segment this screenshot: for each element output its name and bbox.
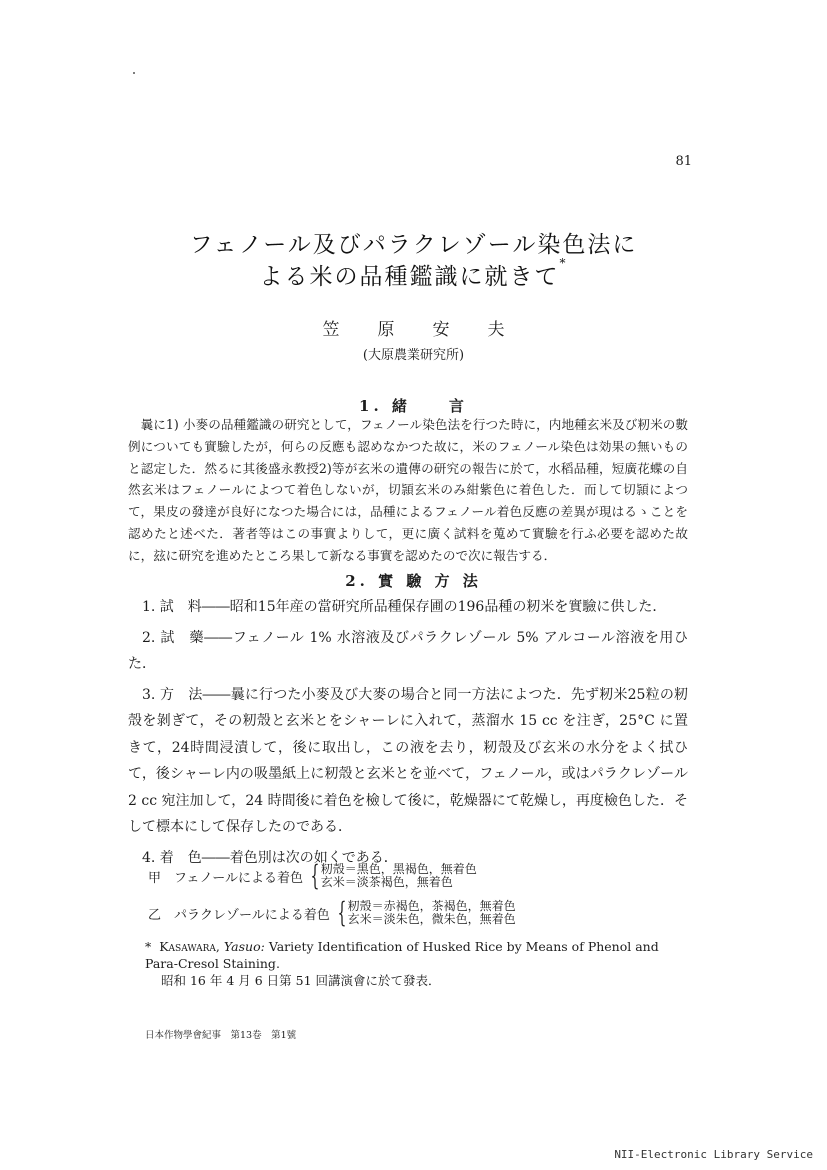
footnote-english bbox=[145, 938, 690, 972]
intro-paragraph: 曩に1) 小麥の品種鑑識の研究として，フェノール染色法を行つた時に，内地種玄米及び籾米の數例についても實驗したが，何らの反應も認めなかつた故に，米のフェノール染色は効果の無いものと認定した．然るに其後盛永教授2)等が玄米の遺傳の研究の報告に於て，水稻品種，短廣花蝶の自然玄米はフェノールによつて着色しないが，切頴玄米のみ紺紫色に着色した．而して切頴によつて，果皮の發達が良好になつた場合には，品種によるフェノール着色反應の差異が現はるゝことを認めたと述べた．著者等はこの事實よりして，更に廣く試料を蒐めて實驗を行ふ必要を認めた故に，玆に研究を進めたところ果して新なる事實を認めたので次に報告する． bbox=[128, 417, 688, 563]
stain-phenol-husk: 籾殼＝黑色，黑褐色，無着色 bbox=[320, 862, 477, 876]
footnote bbox=[145, 938, 690, 989]
stain-phenol-label: 甲 フェノールによる着色 bbox=[148, 870, 303, 886]
footnote-author-given: Yasuo: bbox=[223, 939, 265, 954]
library-credit: NII-Electronic Library Service bbox=[614, 1148, 813, 1161]
footnote-mark: * bbox=[145, 939, 152, 954]
title-line-1: フェノール及びパラクレゾール染色法に bbox=[189, 232, 638, 258]
stain-phenol bbox=[148, 859, 477, 892]
title-line-2 bbox=[0, 258, 827, 291]
section-1-body bbox=[128, 414, 688, 567]
footnote-author-name: Kasawara, bbox=[159, 939, 220, 954]
brace-icon: { bbox=[337, 896, 347, 929]
section-1-heading: 1. 緒 言 bbox=[359, 397, 468, 415]
method-item-staining: 4. 着 色――着色別は次の如くである． bbox=[142, 849, 398, 866]
scan-speck bbox=[133, 72, 135, 74]
section-2-heading: 2. 實 驗 方 法 bbox=[345, 572, 482, 590]
author: 笠原安夫 bbox=[322, 320, 543, 340]
stain-cresol-label: 乙 パラクレゾールによる着色 bbox=[148, 907, 330, 923]
footnote-english-title: Variety Identification of Husked Rice by Means of Phenol and Para-Cresol Staining. bbox=[145, 939, 659, 971]
stain-cresol-rice: 玄米＝淡朱色，微朱色，無着色 bbox=[347, 912, 516, 926]
footnote-presentation-note: 昭和 16 年 4 月 6 日第 51 回講演會に於て發表． bbox=[161, 973, 441, 988]
stain-cresol-husk: 籾殼＝赤褐色，茶褐色，無着色 bbox=[347, 899, 516, 913]
journal-name: 日本作物學會紀事 第13卷 第1號 bbox=[145, 1030, 297, 1041]
methods-list bbox=[128, 594, 688, 875]
stain-cresol-results bbox=[348, 900, 516, 926]
brace-icon: { bbox=[310, 859, 320, 892]
page-number: 81 bbox=[675, 154, 692, 169]
title-line-2-text: よる米の品種鑑識に就きて bbox=[259, 264, 560, 290]
stain-phenol-results bbox=[321, 863, 477, 889]
stain-cresol bbox=[148, 896, 516, 929]
method-item-sample: 1. 試 料――昭和15年産の當研究所品種保存圃の196品種の籾米を實驗に供した． bbox=[142, 599, 667, 615]
affiliation: (大原農業研究所) bbox=[362, 348, 465, 363]
title-footnote-mark: * bbox=[559, 256, 568, 270]
method-item-procedure: 3. 方 法――曩に行つた小麥及び大麥の場合と同一方法によつた．先ず籾米25粒の籾殼を剝ぎて，その籾殼と玄米とをシャーレに入れて，蒸溜水 15 cc を注ぎ，25°C に置きて，24時間浸漬して，後に取出し，この液を去り，籾殼及び玄米の水分をよく拭ひて，後シャーレ内の吸墨紙上に籾殼と玄米とを並べて，フェノール，或はパラクレゾール 2 cc 宛注加して，24 時間後に着色を檢して後に，乾燥器にて乾燥し，再度檢色した．そして標本にして保存したのである． bbox=[128, 686, 688, 835]
stain-phenol-rice: 玄米＝淡茶褐色，無着色 bbox=[320, 875, 453, 889]
method-item-reagent: 2. 試 藥――フェノール 1% 水溶液及びパラクレゾール 5% アルコール溶液を用ひた． bbox=[128, 629, 688, 672]
